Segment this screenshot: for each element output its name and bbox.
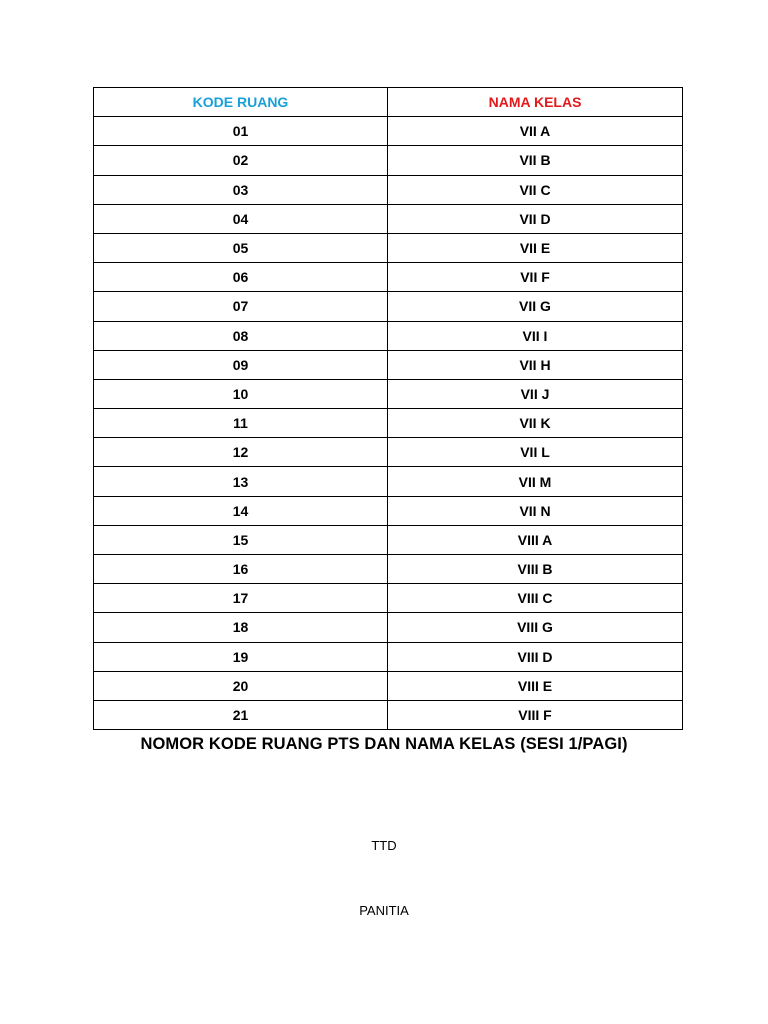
cell-nama-kelas: VIII E: [388, 671, 683, 700]
cell-nama-kelas: VII A: [388, 117, 683, 146]
cell-nama-kelas: VIII G: [388, 613, 683, 642]
cell-kode-ruang: 21: [94, 700, 388, 729]
table-row: [94, 467, 683, 496]
cell-nama-kelas: VIII F: [388, 700, 683, 729]
signature-panitia-label: PANITIA: [359, 903, 409, 918]
cell-nama-kelas: VII D: [388, 204, 683, 233]
document-caption: NOMOR KODE RUANG PTS DAN NAMA KELAS (SESI 1/PAGI): [140, 735, 628, 753]
cell-kode-ruang: 17: [94, 584, 388, 613]
cell-nama-kelas: VIII A: [388, 525, 683, 554]
cell-kode-ruang: 13: [94, 467, 388, 496]
table-row: [94, 438, 683, 467]
cell-kode-ruang: 07: [94, 292, 388, 321]
cell-nama-kelas: VII M: [388, 467, 683, 496]
cell-kode-ruang: 01: [94, 117, 388, 146]
table-row: [94, 700, 683, 729]
cell-kode-ruang: 12: [94, 438, 388, 467]
cell-kode-ruang: 11: [94, 409, 388, 438]
table-row: [94, 263, 683, 292]
cell-nama-kelas: VII K: [388, 409, 683, 438]
cell-kode-ruang: 05: [94, 233, 388, 262]
table-row: [94, 204, 683, 233]
table-row: [94, 146, 683, 175]
cell-kode-ruang: 20: [94, 671, 388, 700]
cell-kode-ruang: 04: [94, 204, 388, 233]
cell-kode-ruang: 10: [94, 379, 388, 408]
cell-kode-ruang: 02: [94, 146, 388, 175]
cell-nama-kelas: VII L: [388, 438, 683, 467]
cell-kode-ruang: 15: [94, 525, 388, 554]
room-class-table: [93, 87, 683, 730]
cell-kode-ruang: 06: [94, 263, 388, 292]
cell-nama-kelas: VIII C: [388, 584, 683, 613]
table-row: [94, 555, 683, 584]
cell-nama-kelas: VII F: [388, 263, 683, 292]
table-row: [94, 321, 683, 350]
cell-kode-ruang: 18: [94, 613, 388, 642]
cell-nama-kelas: VII J: [388, 379, 683, 408]
table-row: [94, 175, 683, 204]
table-row: [94, 233, 683, 262]
table-row: [94, 525, 683, 554]
cell-kode-ruang: 14: [94, 496, 388, 525]
cell-kode-ruang: 19: [94, 642, 388, 671]
cell-nama-kelas: VII H: [388, 350, 683, 379]
header-kode-ruang: KODE RUANG: [94, 88, 388, 117]
table-row: [94, 379, 683, 408]
cell-nama-kelas: VII N: [388, 496, 683, 525]
cell-kode-ruang: 08: [94, 321, 388, 350]
table-body: [94, 117, 683, 730]
cell-nama-kelas: VII B: [388, 146, 683, 175]
signature-ttd-label: TTD: [371, 838, 397, 853]
table-header-row: [94, 88, 683, 117]
cell-kode-ruang: 03: [94, 175, 388, 204]
table-row: [94, 671, 683, 700]
table-row: [94, 642, 683, 671]
cell-nama-kelas: VII E: [388, 233, 683, 262]
table-row: [94, 613, 683, 642]
table-row: [94, 496, 683, 525]
cell-nama-kelas: VII G: [388, 292, 683, 321]
cell-nama-kelas: VII I: [388, 321, 683, 350]
table-row: [94, 409, 683, 438]
table-row: [94, 584, 683, 613]
table-row: [94, 350, 683, 379]
cell-kode-ruang: 09: [94, 350, 388, 379]
cell-nama-kelas: VII C: [388, 175, 683, 204]
cell-nama-kelas: VIII D: [388, 642, 683, 671]
cell-kode-ruang: 16: [94, 555, 388, 584]
table-row: [94, 117, 683, 146]
header-nama-kelas: NAMA KELAS: [388, 88, 683, 117]
cell-nama-kelas: VIII B: [388, 555, 683, 584]
table-row: [94, 292, 683, 321]
